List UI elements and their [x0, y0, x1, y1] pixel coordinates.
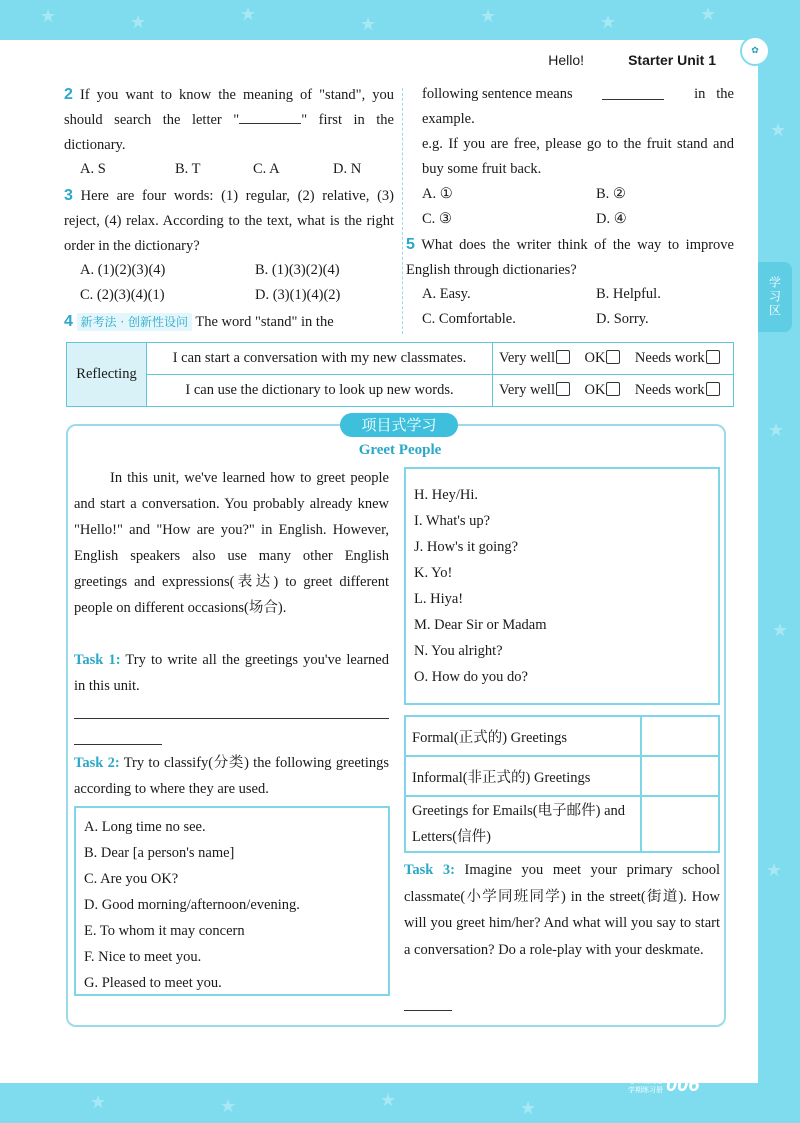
task-1: [74, 647, 389, 699]
star-icon: ★: [90, 1092, 107, 1113]
reflecting-label: Reflecting: [67, 343, 147, 407]
option[interactable]: D. ④: [596, 211, 627, 227]
choice-label: Needs work: [634, 350, 705, 366]
task-text: Try to classify(分类) the following greetings according to where they are used.: [74, 755, 389, 797]
option[interactable]: C. Comfortable.: [422, 311, 516, 327]
checkbox[interactable]: [706, 350, 720, 364]
question-text: Here are four words: (1) regular, (2) relative, (3) reject, (4) relax. According to the text, what is the right order in the dictionary?: [64, 188, 395, 254]
footer-small-line: 七年级英语: [628, 1077, 663, 1085]
task-2: [74, 750, 389, 802]
classify-answer-cell[interactable]: [641, 716, 719, 756]
option[interactable]: A. S: [80, 161, 106, 177]
list-item: G. Pleased to meet you.: [84, 975, 222, 991]
list-item: C. Are you OK?: [84, 871, 179, 887]
list-item: B. Dear [a person's name]: [84, 845, 235, 861]
option[interactable]: B. (1)(3)(2)(4): [255, 262, 340, 278]
question-text: If you want to know the meaning of "stand", you should search the letter ": [64, 87, 394, 128]
question-5-options: [422, 282, 734, 332]
reflecting-statement: I can use the dictionary to look up new words.: [147, 375, 493, 407]
reflecting-table: [66, 342, 734, 407]
question-text: What does the writer think of the way to improve English through dictionaries?: [406, 237, 734, 278]
star-icon: ★: [360, 14, 377, 35]
star-icon: ★: [766, 860, 783, 881]
list-item: D. Good morning/afternoon/evening.: [84, 897, 300, 913]
question-text: following sentence means: [422, 86, 573, 102]
answer-line[interactable]: [74, 718, 389, 719]
header-hello: Hello!: [548, 52, 585, 68]
classify-table: [404, 715, 720, 853]
list-item: F. Nice to meet you.: [84, 949, 202, 965]
question-number: 5: [406, 236, 415, 253]
question-2: [64, 82, 394, 158]
question-text-in: in the: [694, 86, 734, 102]
star-icon: ★: [700, 4, 717, 25]
project-subtitle: Greet People: [358, 442, 442, 458]
option[interactable]: D. Sorry.: [596, 311, 649, 327]
list-item: A. Long time no see.: [84, 819, 206, 835]
list-item: K. Yo!: [414, 565, 453, 581]
star-icon: ★: [220, 1096, 237, 1117]
list-item: O. How do you do?: [414, 669, 528, 685]
question-text: The word "stand" in the: [195, 314, 334, 330]
question-4: [64, 309, 394, 335]
greetings-list-left: [74, 806, 390, 996]
option[interactable]: A. (1)(2)(3)(4): [80, 262, 166, 278]
question-3: [64, 183, 394, 259]
checkbox[interactable]: [556, 350, 570, 364]
greetings-list-right: [404, 467, 720, 705]
column-divider: [402, 88, 403, 334]
page-number: 006: [666, 1074, 700, 1096]
option[interactable]: C. ③: [422, 211, 452, 227]
list-item: E. To whom it may concern: [84, 923, 245, 939]
list-item: J. How's it going?: [414, 539, 519, 555]
classify-category: Greetings for Emails(电子邮件) and Letters(信件): [405, 796, 641, 852]
choice-label: Needs work: [634, 382, 705, 398]
project-title: 项目式学习: [340, 413, 458, 437]
option[interactable]: B. ②: [596, 186, 626, 202]
checkbox[interactable]: [706, 382, 720, 396]
reflecting-choices: [493, 343, 734, 375]
star-icon: ★: [600, 12, 617, 33]
star-icon: ★: [380, 1090, 397, 1111]
list-item: M. Dear Sir or Madam: [414, 617, 547, 633]
checkbox[interactable]: [606, 350, 620, 364]
header-unit: Starter Unit 1: [628, 52, 716, 68]
table-row: [67, 343, 734, 375]
answer-line[interactable]: [404, 1010, 452, 1011]
task-label: Task 1:: [74, 652, 121, 668]
question-number: 2: [64, 86, 73, 103]
reflecting-statement: I can start a conversation with my new classmates.: [147, 343, 493, 375]
checkbox[interactable]: [556, 382, 570, 396]
answer-blank[interactable]: [239, 123, 301, 124]
table-row: [405, 756, 719, 796]
star-icon: ★: [520, 1098, 537, 1119]
table-row: [405, 796, 719, 852]
task-label: Task 3:: [404, 862, 455, 878]
answer-blank[interactable]: [602, 82, 664, 100]
right-band: [758, 40, 800, 1083]
option[interactable]: A. ①: [422, 186, 453, 202]
list-item: H. Hey/Hi.: [414, 487, 479, 503]
list-item: N. You alright?: [414, 643, 503, 659]
list-item: I. What's up?: [414, 513, 491, 529]
project-intro: In this unit, we've learned how to greet people and start a conversation. You probably already knew "Hello!" and "How are you?" in English. However, English speakers also use many other English greetings and expressions(表达) to greet different people on different occasions(场合).: [74, 470, 389, 616]
checkbox[interactable]: [606, 382, 620, 396]
question-4-cont: [422, 82, 734, 232]
footer-small-line: 学期练习册: [628, 1086, 663, 1094]
question-3-options: [80, 258, 394, 308]
question-tag: 新考法 · 创新性设问: [77, 313, 192, 331]
reflecting-choices: [493, 375, 734, 407]
classify-category: Formal(正式的) Greetings: [405, 716, 641, 756]
answer-line[interactable]: [74, 744, 162, 745]
question-number: 4: [64, 313, 73, 330]
classify-answer-cell[interactable]: [641, 756, 719, 796]
option[interactable]: D. N: [333, 161, 362, 177]
star-icon: ★: [772, 620, 789, 641]
question-5: [406, 232, 734, 283]
task-3: [404, 857, 720, 963]
list-item: L. Hiya!: [414, 591, 464, 607]
page-header: [548, 52, 716, 68]
choice-label: OK: [584, 382, 606, 398]
choice-label: OK: [584, 350, 606, 366]
star-icon: ★: [40, 6, 57, 27]
choice-label: Very well: [499, 350, 555, 366]
task-text: Imagine you meet your primary school classmate(小学同班同学) in the street(街道). How will you greet him/her? And what will you say to start a conversation? Do a role-play with your deskmate.: [404, 862, 720, 958]
option[interactable]: D. (3)(1)(4)(2): [255, 287, 341, 303]
question-text-example-word: example.: [422, 111, 475, 127]
classify-category: Informal(非正式的) Greetings: [405, 756, 641, 796]
option[interactable]: B. Helpful.: [596, 286, 661, 302]
star-icon: ★: [240, 4, 257, 25]
option[interactable]: C. A: [253, 161, 280, 177]
star-icon: ★: [770, 120, 787, 141]
top-band: [0, 0, 800, 40]
option[interactable]: C. (2)(3)(4)(1): [80, 287, 165, 303]
star-icon: ★: [130, 12, 147, 33]
footer-small-text: [628, 1077, 663, 1095]
table-row: [405, 716, 719, 756]
question-example: e.g. If you are free, please go to the fruit stand and buy some fruit back.: [422, 136, 734, 177]
option[interactable]: A. Easy.: [422, 286, 471, 302]
question-2-options: [80, 157, 394, 182]
question-number: 3: [64, 187, 73, 204]
option[interactable]: B. T: [175, 161, 201, 177]
side-tab[interactable]: 学习区: [758, 262, 792, 332]
choice-label: Very well: [499, 382, 555, 398]
star-icon: ★: [480, 6, 497, 27]
classify-answer-cell[interactable]: [641, 796, 719, 852]
question-text-cont: " first in the dictionary.: [64, 112, 394, 153]
mascot-icon: ✿: [740, 36, 770, 66]
table-row: [67, 375, 734, 407]
task-label: Task 2:: [74, 755, 120, 771]
star-icon: ★: [768, 420, 785, 441]
task-text: Try to write all the greetings you've learned in this unit.: [74, 652, 389, 694]
